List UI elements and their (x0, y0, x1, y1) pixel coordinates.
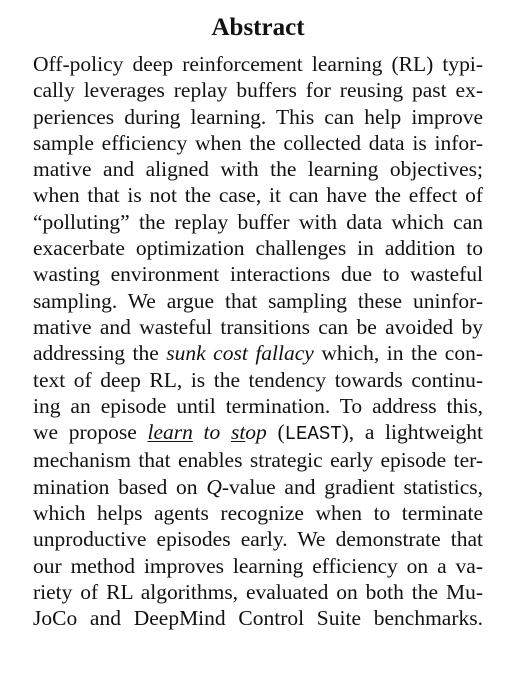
abstract-line: JoCo and DeepMind Control Suite benchmarks. (33, 606, 483, 631)
abstract-line: cally leverages replay buffers for reusing past ex- (33, 78, 483, 103)
method-acronym: LEAST (284, 423, 342, 446)
abstract-line: exacerbate optimization challenges in addition to (33, 236, 483, 261)
abstract-line: wasting environment interactions due to wasteful (33, 262, 483, 287)
abstract-line: we propose learn to stop (LEAST), a lightweight (33, 420, 483, 446)
abstract-line: Off-policy deep reinforcement learning (RL) typi- (33, 52, 483, 76)
abstract-line: which helps agents recognize when to terminate (33, 501, 483, 526)
abstract-line: periences during learning. This can help improve (33, 104, 483, 129)
abstract-line: sample efficiency when the collected data is infor- (33, 130, 483, 155)
abstract-line: “polluting” the replay buffer with data which can (33, 209, 483, 234)
abstract-heading: Abstract (211, 14, 305, 41)
abstract-body (33, 47, 483, 632)
abstract-line: mative and aligned with the learning objectives; (33, 157, 483, 182)
abstract-line: addressing the sunk cost fallacy which, in the con- (33, 341, 483, 366)
abstract-line: text of deep RL, is the tendency towards continu- (33, 367, 483, 392)
method-name-learn: learn (147, 420, 193, 445)
abstract-line: when that is not the case, it can have the effect of (33, 183, 483, 208)
q-symbol: Q (206, 474, 222, 499)
method-name-to: to (203, 420, 221, 445)
abstract-line: sampling. We argue that sampling these uninfor- (33, 288, 483, 313)
abstract-line: riety of RL algorithms, evaluated on both the Mu- (33, 579, 483, 604)
method-name-stop-rest: op (245, 420, 267, 445)
method-name-stop-underlined: st (230, 420, 246, 445)
abstract-line: mative and wasteful transitions can be avoided by (33, 314, 483, 339)
abstract-line: unproductive episodes early. We demonstrate that (33, 527, 483, 552)
abstract-line: mination based on Q-value and gradient statistics, (33, 474, 483, 499)
sunk-cost-fallacy-term: sunk cost fallacy (166, 341, 314, 366)
abstract-line: mechanism that enables strategic early episode ter- (33, 448, 483, 473)
abstract-line: ing an episode until termination. To address this, (33, 393, 483, 418)
abstract-line: our method improves learning efficiency on a va- (33, 553, 483, 578)
